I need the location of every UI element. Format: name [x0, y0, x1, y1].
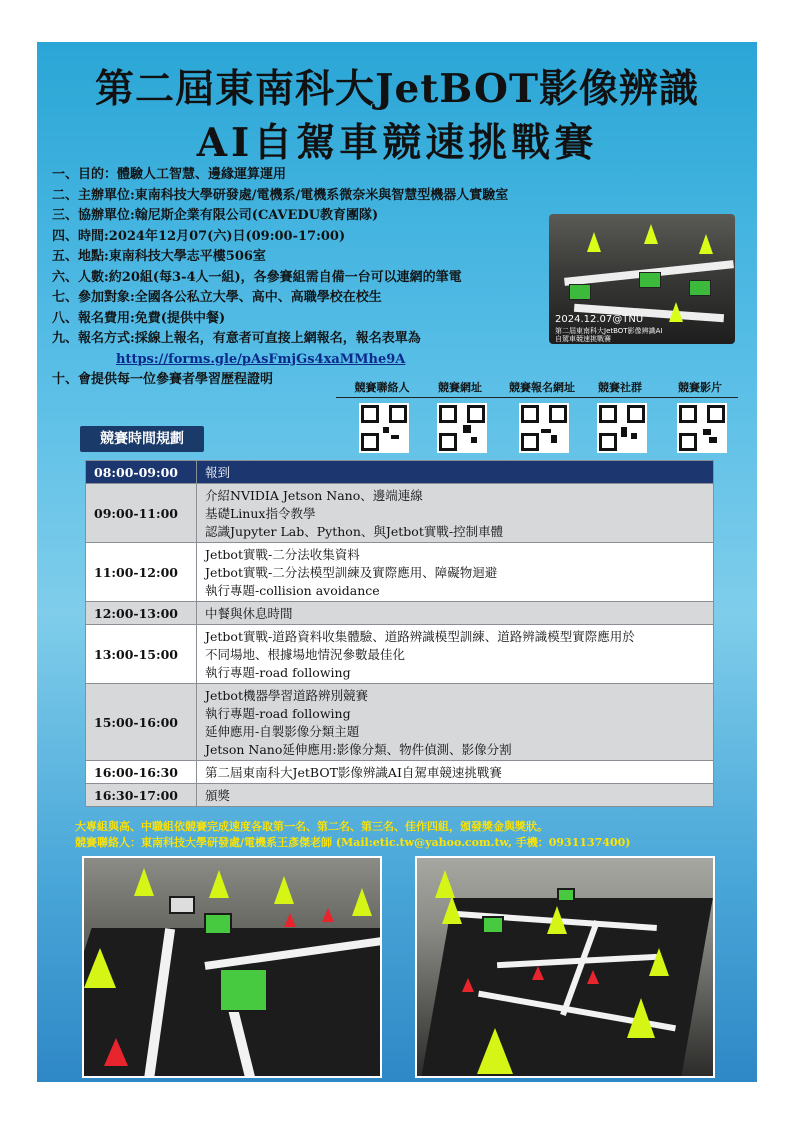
- cone-icon: [209, 870, 229, 898]
- activity-line: 認識Jupyter Lab、Python、與Jetbot實戰-控制車體: [205, 524, 504, 539]
- cone-icon: [477, 1028, 513, 1074]
- schedule-time: 16:00-16:30: [86, 761, 197, 784]
- jetbot-icon: [169, 896, 195, 914]
- qr-community: [580, 379, 660, 395]
- activity-line: 執行專題-collision avoidance: [205, 583, 380, 598]
- info-item: 十、會提供每一位參賽者學習歷程證明: [52, 372, 274, 387]
- poster: [37, 42, 757, 1082]
- table-row: [86, 761, 714, 784]
- qr-code-icon[interactable]: [359, 403, 409, 453]
- qr-label: 競賽報名網址: [509, 381, 575, 394]
- jetbot-icon: [482, 916, 504, 934]
- jetbot-icon: [204, 913, 232, 935]
- activity-line: 報到: [205, 465, 231, 480]
- cone-icon: [627, 998, 655, 1038]
- title-line-2: AI自駕車競速挑戰賽: [196, 120, 598, 166]
- cone-icon: [435, 870, 455, 898]
- qr-code-row: [342, 379, 742, 459]
- qr-code-icon[interactable]: [677, 403, 727, 453]
- qr-code-icon[interactable]: [597, 403, 647, 453]
- info-item: 九、報名方式:採線上報名，有意者可直接上網報名，報名表單為: [52, 331, 421, 346]
- cone-icon: [644, 224, 658, 244]
- schedule-activity: [197, 484, 714, 543]
- schedule-activity: [197, 461, 714, 484]
- schedule-activity: [197, 761, 714, 784]
- cone-icon: [699, 234, 713, 254]
- schedule-time: 12:00-13:00: [86, 602, 197, 625]
- qr-contact: [342, 379, 422, 395]
- jetbot-icon: [689, 280, 711, 296]
- schedule-activity: [197, 602, 714, 625]
- red-cone-icon: [322, 908, 334, 922]
- info-item: 五、地點:東南科技大學志平樓506室: [52, 249, 266, 264]
- qr-label: 競賽影片: [678, 381, 722, 394]
- activity-line: Jetbot實戰-二分法模型訓練及實際應用、障礙物迴避: [205, 565, 498, 580]
- cone-icon: [274, 876, 294, 904]
- cone-icon: [84, 948, 116, 988]
- awards-line: 大專組與高、中職組依競賽完成速度各取第一名、第二名、第三名、佳作四組，頒發獎金與獎狀。: [75, 820, 548, 833]
- red-cone-icon: [104, 1038, 128, 1066]
- activity-line: 不同場地、根據場地情況參數最佳化: [205, 647, 406, 662]
- photo-timestamp: 2024.12.07@TNU: [555, 314, 644, 325]
- track-photo-left: [82, 856, 382, 1078]
- table-row: [86, 484, 714, 543]
- qr-code-icon[interactable]: [437, 403, 487, 453]
- info-item: 二、主辦單位:東南科技大學研發處/電機系/電機系微奈米與智慧型機器人實驗室: [52, 187, 509, 203]
- table-row: [86, 602, 714, 625]
- title-line-1: 第二屆東南科大JetBOT影像辨識: [95, 66, 699, 112]
- contact-line: 競賽聯絡人：東南科技大學研發處/電機系王彥傑老師 (Mail:etic.tw@yahoo.com.tw, 手機：0931137400): [75, 836, 631, 849]
- table-row: [86, 625, 714, 684]
- qr-website: [420, 379, 500, 395]
- schedule-table: [85, 460, 714, 807]
- qr-label: 競賽網址: [438, 381, 482, 394]
- schedule-time: 16:30-17:00: [86, 784, 197, 807]
- registration-link[interactable]: https://forms.gle/pAsFmjGs4xaMMhe9A: [116, 351, 406, 367]
- awards-note: [75, 819, 755, 851]
- activity-line: 介紹NVIDIA Jetson Nano、邊端連線: [205, 488, 423, 503]
- info-item: 三、協辦單位:翰尼斯企業有限公司(CAVEDU教育團隊): [52, 208, 379, 223]
- red-cone-icon: [587, 970, 599, 984]
- activity-line: Jetbot機器學習道路辨別競賽: [205, 688, 368, 703]
- table-row: [86, 461, 714, 484]
- activity-line: Jetbot實戰-道路資料收集體驗、道路辨識模型訓練、道路辨識模型實際應用於: [205, 629, 635, 644]
- info-item: 一、目的：體驗人工智慧、邊緣運算運用: [52, 167, 287, 182]
- info-item: 六、人數:約20組(每3-4人一組)，各參賽組需自備一台可以連網的筆電: [52, 269, 462, 285]
- photo-caption: 第二屆東南科大JetBOT影像辨識AI自駕車競速挑戰賽: [555, 327, 663, 343]
- activity-line: 基礎Linux指令教學: [205, 506, 316, 521]
- table-row: [86, 784, 714, 807]
- schedule-time: 08:00-09:00: [86, 461, 197, 484]
- qr-code-icon[interactable]: [519, 403, 569, 453]
- info-list: [52, 165, 572, 391]
- table-row: [86, 543, 714, 602]
- activity-line: 中餐與休息時間: [205, 606, 293, 621]
- cone-icon: [587, 232, 601, 252]
- schedule-title: 競賽時間規劃: [80, 426, 204, 452]
- activity-line: 第二屆東南科大JetBOT影像辨識AI自駕車競速挑戰賽: [205, 765, 502, 780]
- schedule-activity: [197, 625, 714, 684]
- schedule-activity: [197, 543, 714, 602]
- jetbot-icon: [557, 888, 575, 902]
- cone-icon: [547, 906, 567, 934]
- cone-icon: [669, 302, 683, 322]
- activity-line: Jetson Nano延伸應用:影像分類、物件偵測、影像分割: [205, 742, 512, 757]
- schedule-activity: [197, 684, 714, 761]
- info-item: 四、時間:2024年12月07(六)日(09:00-17:00): [52, 228, 346, 244]
- red-cone-icon: [462, 978, 474, 992]
- activity-line: Jetbot實戰-二分法收集資料: [205, 547, 360, 562]
- activity-line: 執行專題-road following: [205, 706, 351, 721]
- activity-line: 頒獎: [205, 788, 231, 803]
- red-cone-icon: [284, 913, 296, 927]
- cone-icon: [352, 888, 372, 916]
- schedule-time: 09:00-11:00: [86, 484, 197, 543]
- activity-line: 延伸應用-自製影像分類主題: [205, 724, 360, 739]
- info-item: 八、報名費用:免費(提供中餐): [52, 310, 226, 326]
- info-item: 七、參加對象:全國各公私立大學、高中、高職學校在校生: [52, 290, 382, 305]
- schedule-time: 13:00-15:00: [86, 625, 197, 684]
- jetbot-icon: [569, 284, 591, 300]
- jetbot-icon: [639, 272, 661, 288]
- track-photo-right: [415, 856, 715, 1078]
- schedule-time: 15:00-16:00: [86, 684, 197, 761]
- table-row: [86, 684, 714, 761]
- qr-video: [660, 379, 740, 395]
- schedule-activity: [197, 784, 714, 807]
- track-photo-top: [549, 214, 735, 344]
- cone-icon: [134, 868, 154, 896]
- jetbot-icon: [219, 968, 268, 1012]
- qr-label: 競賽聯絡人: [354, 381, 410, 394]
- cone-icon: [649, 948, 669, 976]
- cone-icon: [442, 896, 462, 924]
- red-cone-icon: [532, 966, 544, 980]
- qr-label: 競賽社群: [598, 381, 642, 394]
- activity-line: 執行專題-road following: [205, 665, 351, 680]
- qr-registration: [502, 379, 582, 395]
- schedule-time: 11:00-12:00: [86, 543, 197, 602]
